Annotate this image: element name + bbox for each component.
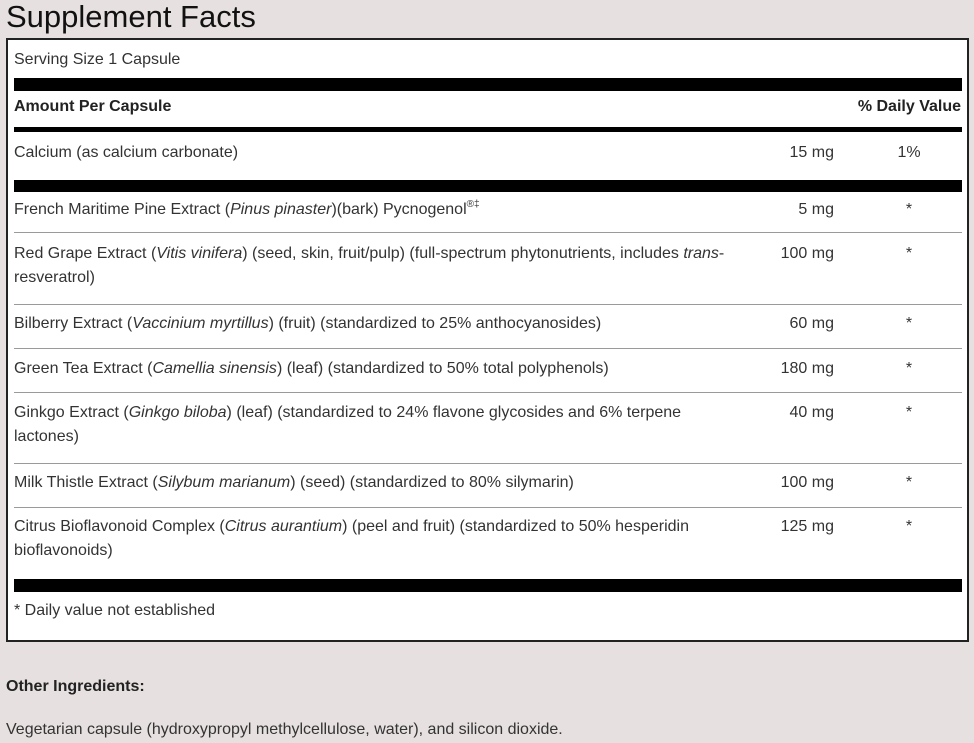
ingredient-italic-term: trans: [683, 245, 719, 262]
daily-value-footnote: * Daily value not established: [14, 602, 216, 619]
ingredient-latin-name: Pinus pinaster: [230, 201, 332, 218]
ingredient-latin-name: Ginkgo biloba: [128, 404, 227, 421]
ingredient-latin-name: Camellia sinensis: [152, 360, 277, 377]
ingredient-daily-value: *: [905, 315, 913, 332]
ingredient-name: [14, 515, 744, 563]
ingredient-name-part: Red Grape Extract (: [14, 245, 157, 262]
ingredient-name: [14, 471, 744, 495]
ingredient-name: [14, 242, 744, 290]
ingredient-latin-name: Vaccinium myrtillus: [132, 315, 269, 332]
ingredient-daily-value: *: [905, 474, 913, 491]
daily-value-header: % Daily Value: [857, 98, 961, 115]
ingredient-name-part: ) (seed, skin, fruit/pulp) (full-spectrum phytonutrients, includes: [242, 245, 684, 262]
row-divider: [14, 348, 962, 349]
ingredient-daily-value: *: [905, 360, 913, 377]
page-title: Supplement Facts: [6, 0, 256, 34]
other-ingredients-label: Other Ingredients:: [6, 678, 145, 695]
ingredient-name: [14, 357, 744, 381]
ingredient-latin-name: Citrus aurantium: [224, 518, 343, 535]
ingredient-name-part: Ginkgo Extract (: [14, 404, 129, 421]
ingredient-name-part: Citrus Bioflavonoid Complex (: [14, 518, 225, 535]
ingredient-name-part: -resveratrol): [14, 245, 725, 286]
ingredient-daily-value: *: [905, 201, 913, 218]
ingredient-latin-name: Vitis vinifera: [156, 245, 243, 262]
ingredient-name: [14, 401, 744, 449]
ingredient-name-part: French Maritime Pine Extract (: [14, 201, 231, 218]
ingredient-name-part: )(bark) Pycnogenol: [331, 201, 467, 218]
nutrient-name: Calcium (as calcium carbonate): [14, 144, 239, 161]
nutrient-amount: 15 mg: [789, 144, 834, 161]
amount-per-capsule-header: Amount Per Capsule: [14, 98, 172, 115]
ingredient-name-part: ) (seed) (standardized to 80% silymarin): [290, 474, 574, 491]
row-divider: [14, 507, 962, 508]
ingredient-name-part: Green Tea Extract (: [14, 360, 153, 377]
ingredient-amount: 40 mg: [789, 404, 834, 421]
trademark-marks: ®‡: [466, 199, 480, 210]
ingredient-amount: 5 mg: [798, 201, 834, 218]
divider-thick-top: [14, 78, 962, 91]
divider-thick-bottom: [14, 579, 962, 592]
row-divider: [14, 463, 962, 464]
divider-thick-middle: [14, 180, 962, 192]
ingredient-latin-name: Silybum marianum: [157, 474, 291, 491]
ingredient-name-part: Bilberry Extract (: [14, 315, 133, 332]
ingredient-amount: 60 mg: [789, 315, 834, 332]
ingredient-daily-value: *: [905, 404, 913, 421]
ingredient-amount: 125 mg: [780, 518, 834, 535]
row-divider: [14, 304, 962, 305]
ingredient-daily-value: *: [905, 245, 913, 262]
ingredient-name: [14, 312, 744, 336]
ingredient-name-part: ) (fruit) (standardized to 25% anthocyanosides): [268, 315, 602, 332]
row-divider: [14, 392, 962, 393]
ingredient-name-part: ) (leaf) (standardized to 24% flavone glycosides and 6% terpene lactones): [14, 404, 682, 445]
nutrient-daily-value: 1%: [897, 144, 921, 161]
ingredient-daily-value: *: [905, 518, 913, 535]
ingredient-amount: 180 mg: [780, 360, 834, 377]
ingredient-name-part: ) (peel and fruit) (standardized to 50% hesperidin bioflavonoids): [14, 518, 689, 559]
ingredient-name-part: ) (leaf) (standardized to 50% total polyphenols): [276, 360, 609, 377]
ingredient-amount: 100 mg: [780, 474, 834, 491]
ingredient-name-part: Milk Thistle Extract (: [14, 474, 158, 491]
serving-size: Serving Size 1 Capsule: [14, 51, 181, 68]
ingredient-amount: 100 mg: [780, 245, 834, 262]
divider-header: [14, 127, 962, 132]
row-divider: [14, 232, 962, 233]
ingredient-name: [14, 198, 744, 222]
supplement-facts-panel: [6, 38, 969, 642]
other-ingredients-text: Vegetarian capsule (hydroxypropyl methylcellulose, water), and silicon dioxide.: [6, 721, 563, 738]
